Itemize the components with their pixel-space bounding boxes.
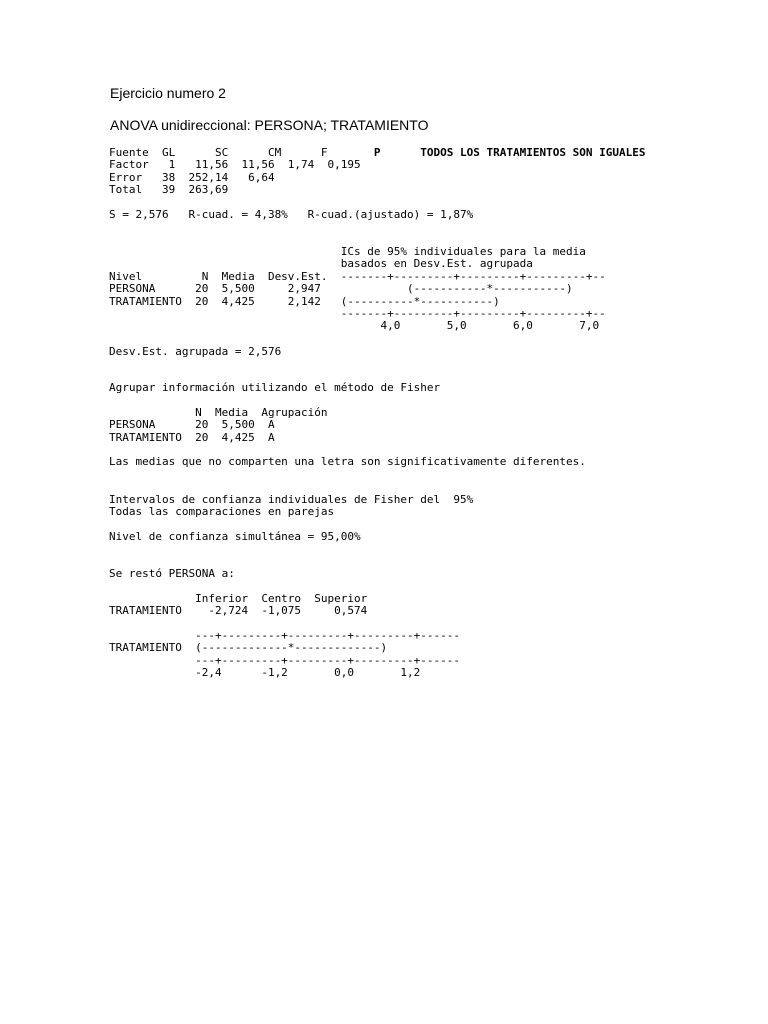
grouping-row-tratamiento: TRATAMIENTO 20 4,425 A: [109, 430, 275, 444]
ci-row-tratamiento: TRATAMIENTO 20 4,425 2,142 (----------*-----------): [109, 294, 500, 308]
ci-axis-ticks: 4,0 5,0 6,0 7,0: [109, 319, 600, 333]
anova-table: [109, 147, 645, 197]
subtracted-title: Se restó PERSONA a:: [109, 567, 235, 580]
anova-row-error: Error 38 252,14 6,64: [109, 170, 275, 184]
difference-axis-top: ---+---------+---------+---------+------: [109, 629, 460, 643]
fisher-grouping: [109, 382, 586, 469]
anova-row-factor: Factor 1 11,56 11,56 1,74 0,195: [109, 158, 361, 172]
pooled-sd: Desv.Est. agrupada = 2,576: [109, 345, 282, 358]
simultaneous-confidence: Nivel de confianza simultánea = 95,00%: [109, 530, 361, 544]
document-title: Ejercicio numero 2: [110, 85, 226, 101]
fisher-intervals-title: Intervalos de confianza individuales de Fisher del 95%: [109, 493, 474, 506]
difference-interval-tratamiento: TRATAMIENTO (-------------*-------------): [109, 641, 388, 655]
difference-row-tratamiento: TRATAMIENTO -2,724 -1,075 0,574: [109, 604, 368, 618]
grouping-header: N Media Agrupación: [109, 405, 328, 419]
anova-header-p: P: [373, 146, 381, 159]
grouping-row-persona: PERSONA 20 5,500 A: [109, 418, 275, 432]
ci-header-line-1: ICs de 95% individuales para la media: [109, 245, 586, 258]
anova-header-gap: [381, 146, 421, 159]
pairwise-comparisons: Todas las comparaciones en parejas: [109, 505, 335, 519]
difference-intervals: [109, 568, 460, 680]
grouping-note: Las medias que no comparten una letra son significativamente diferentes.: [109, 455, 586, 469]
difference-header: Inferior Centro Superior: [109, 591, 368, 605]
fit-statistics: S = 2,576 R-cuad. = 4,38% R-cuad.(ajustado) = 1,87%: [109, 208, 474, 221]
ci-column-header: Nivel N Media Desv.Est. -------+---------+---------+---------+--: [109, 269, 606, 283]
ci-header-line-2: basados en Desv.Est. agrupada: [109, 257, 533, 271]
confidence-interval-chart: [109, 246, 606, 333]
anova-row-total: Total 39 263,69: [109, 183, 229, 197]
difference-axis-bottom: ---+---------+---------+---------+------: [109, 653, 460, 667]
anova-conclusion: TODOS LOS TRATAMIENTOS SON IGUALES: [420, 146, 646, 159]
fisher-intervals: [109, 494, 473, 544]
fisher-grouping-title: Agrupar información utilizando el método de Fisher: [109, 381, 441, 394]
ci-axis-line: -------+---------+---------+---------+--: [109, 307, 606, 321]
ci-row-persona: PERSONA 20 5,500 2,947 (-----------*-----------): [109, 282, 573, 296]
anova-table-header: Fuente GL SC CM F: [109, 146, 374, 159]
anova-heading: ANOVA unidireccional: PERSONA; TRATAMIENTO: [110, 117, 429, 133]
difference-axis-ticks: -2,4 -1,2 0,0 1,2: [109, 666, 421, 680]
